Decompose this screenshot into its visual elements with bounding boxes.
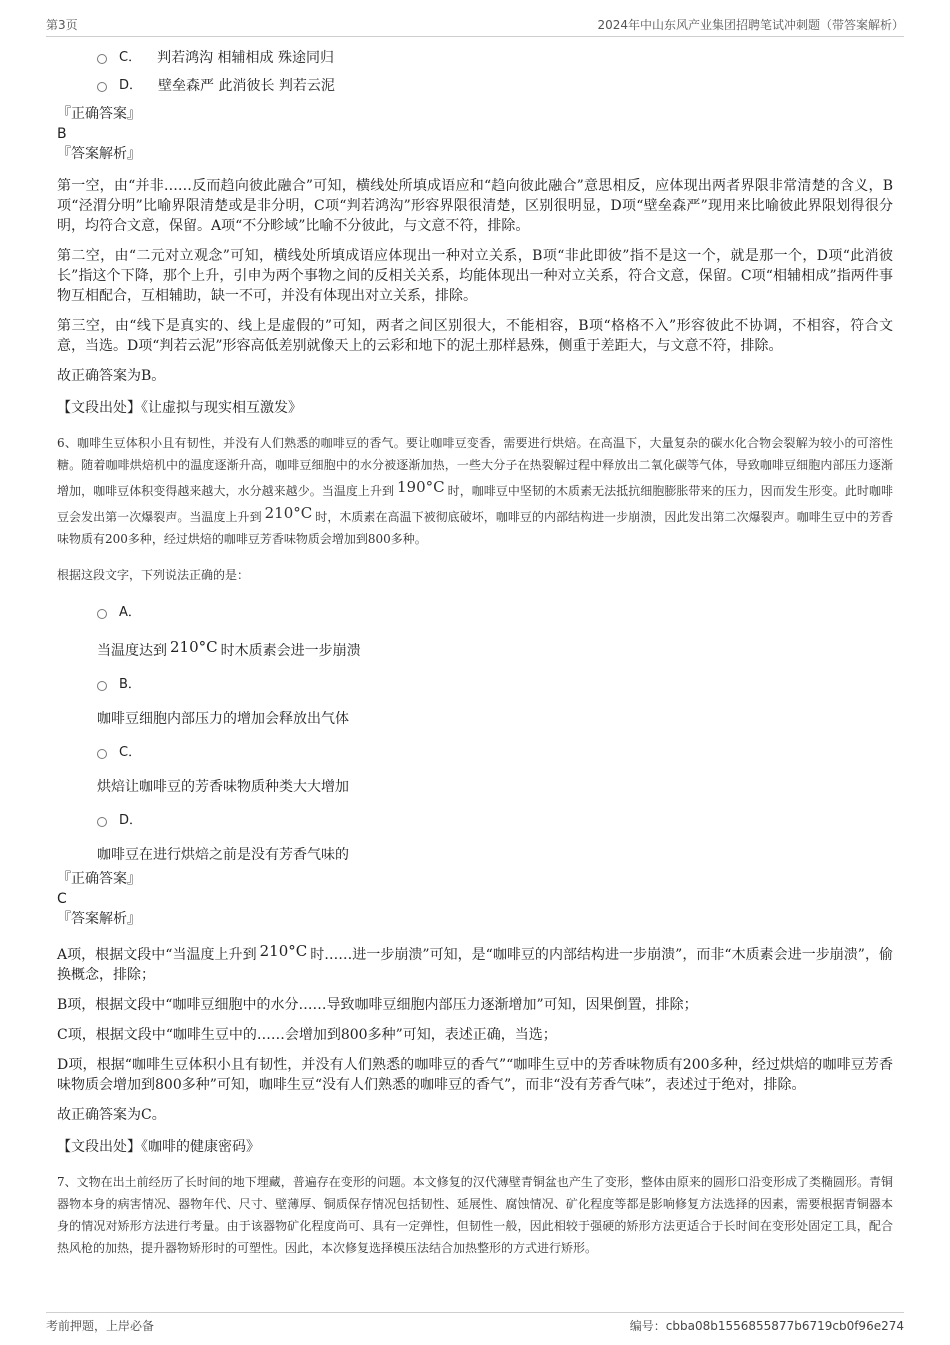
radio-icon[interactable] — [97, 54, 107, 64]
option-text: 当温度达到 210°C 时木质素会进一步崩溃 — [97, 638, 361, 659]
q5-option-d[interactable] — [97, 72, 893, 100]
answer-label: 『正确答案』 — [57, 871, 141, 887]
q6-option-a[interactable] — [97, 599, 893, 627]
option-letter: D． — [119, 78, 143, 93]
footer-slogan: 考前押题，上岸必备 — [46, 1319, 155, 1333]
analysis-label: 『答案解析』 — [57, 911, 141, 927]
temperature-formula: 210°C — [170, 638, 218, 656]
analysis-label: 『答案解析』 — [57, 146, 141, 162]
option-text: 壁垒森严 此消彼长 判若云泥 — [158, 78, 335, 94]
temperature-formula: 210°C — [264, 504, 313, 522]
option-letter: C． — [119, 50, 142, 65]
option-letter: A． — [119, 605, 141, 620]
radio-icon[interactable] — [97, 82, 107, 92]
question-prompt: 根据这段文字，下列说法正确的是： — [57, 568, 250, 582]
radio-icon[interactable] — [97, 609, 107, 619]
option-letter: B． — [119, 677, 141, 692]
page-footer — [46, 1312, 904, 1335]
option-text: 烘焙让咖啡豆的芳香味物质种类大大增加 — [97, 779, 349, 795]
q6-option-d[interactable] — [97, 807, 893, 835]
radio-icon[interactable] — [97, 681, 107, 691]
analysis-paragraph: C项，根据文段中“咖啡生豆中的……会增加到800多种”可知，表述正确，当选； — [57, 1027, 557, 1043]
q6-option-c[interactable] — [97, 739, 893, 767]
analysis-paragraph: 第三空，由“线下是真实的、线上是虚假的”可知，两者之间区别很大，不能相容，B项“格格不入”形容彼此不协调，不相容，符合文意，当选。D项“判若云泥”形容高低差别就像天上的云彩和地下的泥土那样悬殊，侧重于差距大，与文意不符，排除。 — [57, 318, 893, 354]
document-id: 编号：cbba08b1556855877b6719cb0f96e274 — [629, 1319, 904, 1333]
page-header — [46, 14, 904, 37]
analysis-conclusion: 故正确答案为C。 — [57, 1107, 166, 1123]
answer-label: 『正确答案』 — [57, 106, 141, 122]
analysis-paragraph: B项，根据文段中“咖啡豆细胞中的水分……导致咖啡豆细胞内部压力逐渐增加”可知，因果倒置，排除； — [57, 997, 698, 1013]
radio-icon[interactable] — [97, 749, 107, 759]
source-citation: 【文段出处】《让虚拟与现实相互激发》 — [57, 400, 302, 416]
question-stem: 7、文物在出土前经历了长时间的地下埋藏，普遍存在变形的问题。本文修复的汉代薄壁青铜盆也产生了变形，整体由原来的圆形口沿变形成了类椭圆形。青铜器物本身的病害情况、器物年代、尺寸、壁薄厚、铜质保存情况包括韧性、延展性、腐蚀情况、矿化程度等都是影响修复方法选择的因素，需要根据青铜器本身的情况对矫形方法进行考量。由于该器物矿化程度尚可、具有一定弹性，但韧性一般，因此相较于强硬的矫形方法更适合于长时间在变形处固定工具，配合热风枪的加热，提升器物矫形时的可塑性。因此，本次修复选择模压法结合加热整形的方式进行矫形。 — [57, 1175, 893, 1255]
option-text: 判若鸿沟 相辅相成 殊途同归 — [157, 50, 334, 66]
analysis-paragraph: 第一空，由“并非……反而趋向彼此融合”可知，横线处所填成语应和“趋向彼此融合”意思相反，应体现出两者界限非常清楚的含义，B项“泾渭分明”比喻界限清楚或是非分明，C项“判若鸿沟”形容界限很清楚，区别很明显，D项“壁垒森严”现用来比喻彼此界限划得很分明，均符合文意，保留。A项“不分畛域”比喻不分彼此，与文意不符，排除。 — [57, 178, 893, 234]
page-number: 第3页 — [46, 18, 78, 32]
temperature-formula: 210°C — [259, 942, 308, 960]
option-letter: D． — [119, 813, 143, 828]
analysis-paragraph: A项，根据文段中“当温度上升到 210°C 时……进一步崩溃”可知，是“咖啡豆的内部结构进一步崩溃”，而非“木质素会进一步崩溃”，偷换概念，排除； — [57, 942, 893, 983]
question-stem: 6、咖啡生豆体积小且有韧性，并没有人们熟悉的咖啡豆的香气。要让咖啡豆变香，需要进行烘焙。在高温下，大量复杂的碳水化合物会裂解为较小的可溶性糖。随着咖啡烘焙机中的温度逐渐升高，咖啡豆细胞中的水分被逐渐加热，一些大分子在热裂解过程中释放出二氧化碳等气体，导致咖啡豆细胞内部压力逐渐增加，咖啡豆体积变得越来越大，水分越来越少。当温度上升到 190°C 时，咖啡豆中坚韧的木质素无法抵抗细胞膨胀带来的压力，因而发生形变。此时咖啡豆会发出第一次爆裂声。当温度上升到 210°C 时，木质素在高温下被彻底破坏，咖啡豆的内部结构进一步崩溃，因此发出第二次爆裂声。咖啡生豆中的芳香味物质有200多种，经过烘焙的咖啡豆芳香味物质会增加到800多种。 — [57, 436, 893, 546]
radio-icon[interactable] — [97, 817, 107, 827]
answer-value: B — [57, 126, 67, 142]
q6-option-b[interactable] — [97, 671, 893, 699]
option-text: 咖啡豆细胞内部压力的增加会释放出气体 — [97, 711, 349, 727]
analysis-paragraph: D项，根据“咖啡生豆体积小且有韧性，并没有人们熟悉的咖啡豆的香气”“咖啡生豆中的芳香味物质有200多种，经过烘焙的咖啡豆芳香味物质会增加到800多种”可知，咖啡生豆“没有人们熟悉的咖啡豆的香气”，而非“没有芳香气味”，表述过于绝对，排除。 — [57, 1057, 893, 1093]
source-citation: 【文段出处】《咖啡的健康密码》 — [57, 1139, 260, 1155]
page-content — [57, 44, 893, 1259]
option-letter: C． — [119, 745, 142, 760]
temperature-formula: 190°C — [397, 478, 445, 496]
analysis-paragraph: 第二空，由“二元对立观念”可知，横线处所填成语应体现出一种对立关系，B项“非此即彼”指不是这一个，就是那一个，D项“此消彼长”指这个下降，那个上升，引申为两个事物之间的反相关关系，均能体现出一种对立关系，符合文意，保留。C项“相辅相成”指两件事物互相配合，互相辅助，缺一不可，并没有体现出对立关系，排除。 — [57, 248, 893, 304]
option-text: 咖啡豆在进行烘焙之前是没有芳香气味的 — [97, 847, 349, 863]
q6-options — [97, 599, 893, 865]
document-title: 2024年中山东风产业集团招聘笔试冲刺题（带答案解析） — [597, 18, 904, 32]
q5-option-c[interactable] — [97, 44, 893, 72]
answer-value: C — [57, 891, 67, 907]
analysis-conclusion: 故正确答案为B。 — [57, 368, 166, 384]
